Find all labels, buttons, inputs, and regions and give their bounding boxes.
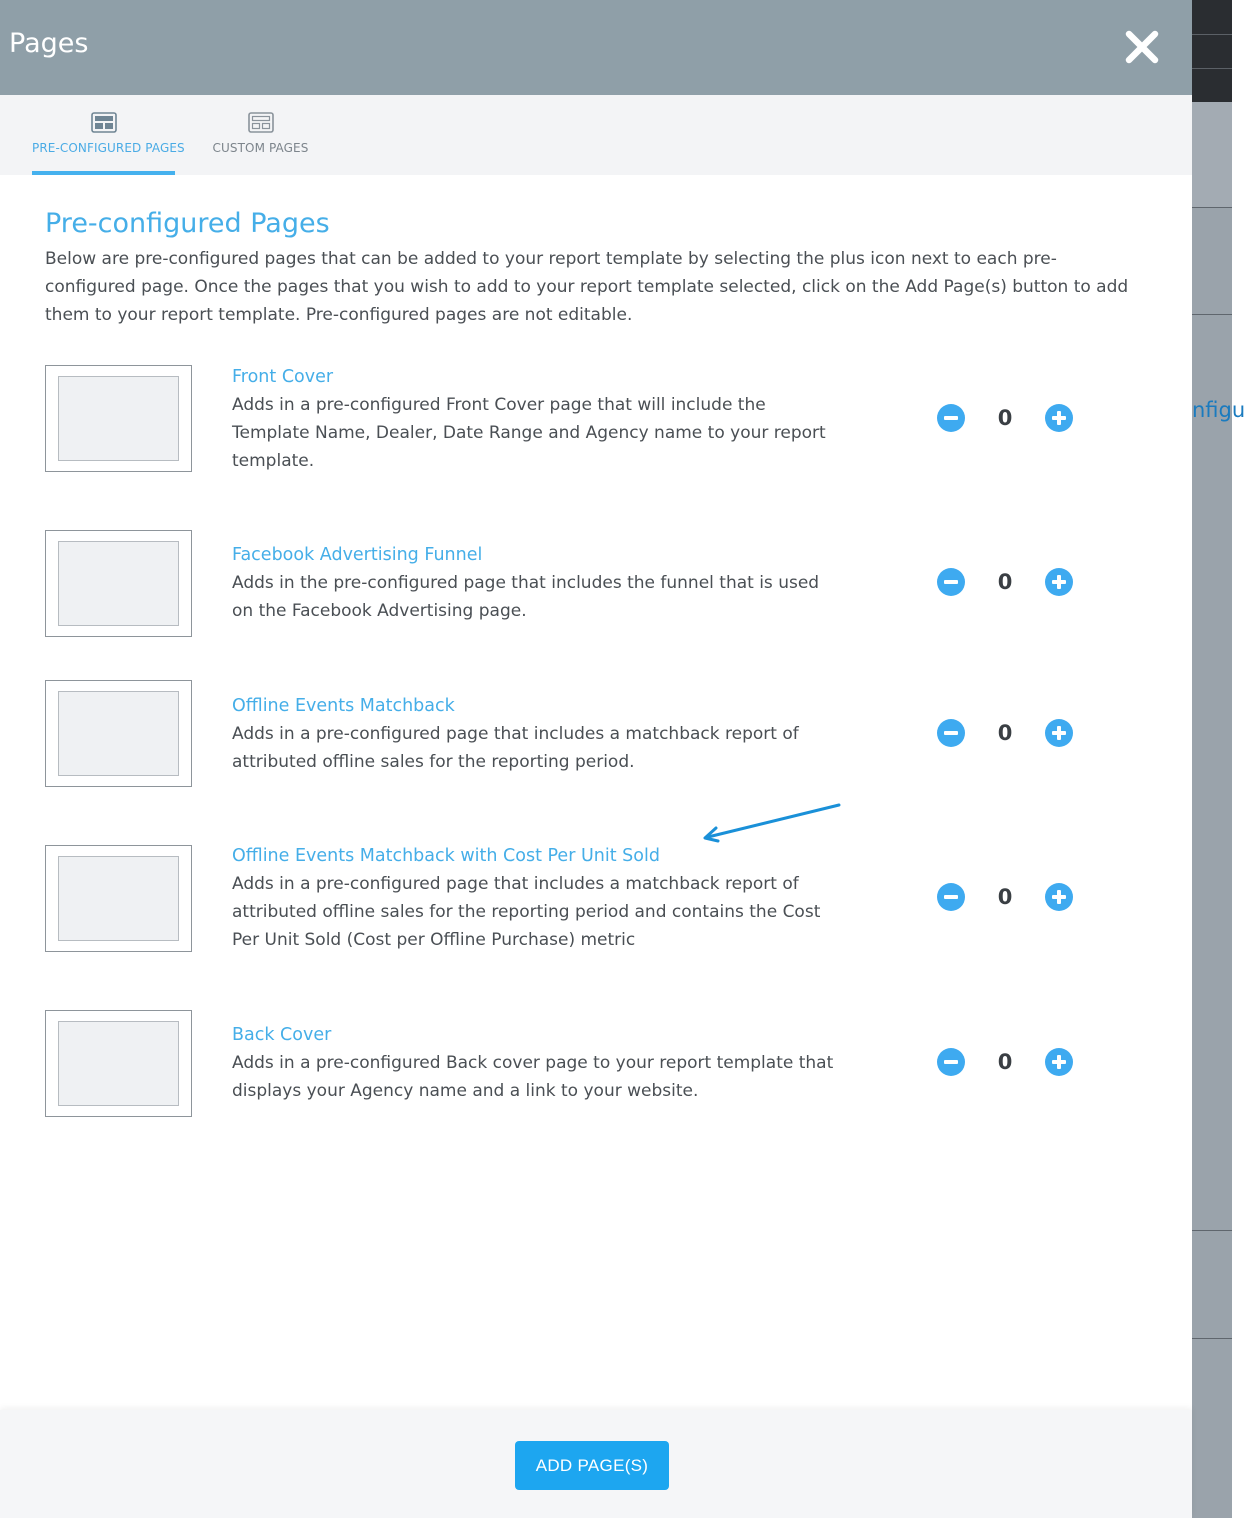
page-count: 0 [997, 885, 1013, 909]
page-description: Adds in a pre-configured Front Cover page that will include the Template Name, Dealer, Date Range and Agency name to your report template. [232, 395, 826, 471]
quantity-stepper [937, 404, 1073, 434]
quantity-stepper [937, 883, 1073, 913]
minus-button[interactable] [937, 883, 965, 911]
page-thumbnail [45, 680, 192, 787]
page-thumbnail [45, 1010, 192, 1117]
plus-button[interactable] [1045, 883, 1073, 911]
tab-label: PRE-CONFIGURED PAGES [32, 141, 185, 155]
page-row-facebook-funnel [45, 530, 1145, 640]
minus-button[interactable] [937, 1048, 965, 1076]
minus-button[interactable] [937, 719, 965, 747]
layout-icon [91, 112, 117, 133]
quantity-stepper [937, 1048, 1073, 1078]
close-button[interactable] [1122, 27, 1162, 67]
add-pages-button[interactable]: ADD PAGE(S) [515, 1441, 669, 1490]
page-row-front-cover [45, 365, 1145, 475]
quantity-stepper [937, 719, 1073, 749]
page-description: Adds in the pre-configured page that includes the funnel that is used on the Facebook Advertising page. [232, 573, 820, 621]
page-title[interactable]: Offline Events Matchback [232, 696, 455, 716]
background-topbar [1192, 0, 1232, 102]
quantity-stepper [937, 568, 1073, 598]
background-app [1192, 0, 1245, 1518]
page-count: 0 [997, 406, 1013, 430]
section-intro [45, 205, 1155, 329]
page-row-back-cover [45, 1010, 1145, 1120]
page-row-offline-events-cost-per-unit [45, 845, 1145, 955]
minus-button[interactable] [937, 568, 965, 596]
background-text-fragment: nfigu [1192, 398, 1245, 422]
minus-icon [944, 416, 958, 420]
page-count: 0 [997, 570, 1013, 594]
page-thumbnail [45, 365, 192, 472]
section-description: Below are pre-configured pages that can be added to your report template by selecting the plus icon next to each pre-configured page. Once the pages that you wish to add to your report template selected, click on the Add Page(s) button to add them to your report template. Pre-configured pages are not editable. [45, 249, 1129, 325]
minus-icon [944, 731, 958, 735]
background-panel [1192, 102, 1232, 207]
page-title[interactable]: Front Cover [232, 367, 334, 387]
section-title: Pre-configured Pages [45, 208, 330, 239]
minus-icon [944, 1060, 958, 1064]
layout-custom-icon [248, 112, 274, 133]
page-description: Adds in a pre-configured page that includes a matchback report of attributed offline sales for the reporting period. [232, 724, 799, 772]
page-description: Adds in a pre-configured Back cover page to your report template that displays your Agency name and a link to your website. [232, 1053, 834, 1101]
page-title[interactable]: Facebook Advertising Funnel [232, 545, 483, 565]
minus-icon [944, 895, 958, 899]
modal-header [0, 0, 1192, 95]
plus-button[interactable] [1045, 719, 1073, 747]
page-row-offline-events-matchback [45, 680, 1145, 790]
close-icon [1122, 27, 1162, 67]
modal-title: Pages [9, 28, 89, 59]
tab-custom-pages[interactable] [208, 95, 313, 175]
tab-label: CUSTOM PAGES [212, 141, 309, 155]
page-thumbnail [45, 530, 192, 637]
page-title[interactable]: Offline Events Matchback with Cost Per Unit Sold [232, 846, 660, 866]
minus-icon [944, 580, 958, 584]
tab-pre-configured-pages[interactable] [32, 95, 185, 175]
active-tab-indicator [32, 171, 175, 175]
page-count: 0 [997, 721, 1013, 745]
page-title[interactable]: Back Cover [232, 1025, 332, 1045]
plus-button[interactable] [1045, 568, 1073, 596]
page-description: Adds in a pre-configured page that includes a matchback report of attributed offline sales for the reporting period and contains the Cost Per Unit Sold (Cost per Offline Purchase) metric [232, 874, 821, 950]
annotation-arrow-icon [700, 800, 845, 845]
plus-button[interactable] [1045, 404, 1073, 432]
page-thumbnail [45, 845, 192, 952]
plus-button[interactable] [1045, 1048, 1073, 1076]
tab-bar [0, 95, 1192, 175]
modal-footer [0, 1410, 1192, 1518]
page-count: 0 [997, 1050, 1013, 1074]
minus-button[interactable] [937, 404, 965, 432]
